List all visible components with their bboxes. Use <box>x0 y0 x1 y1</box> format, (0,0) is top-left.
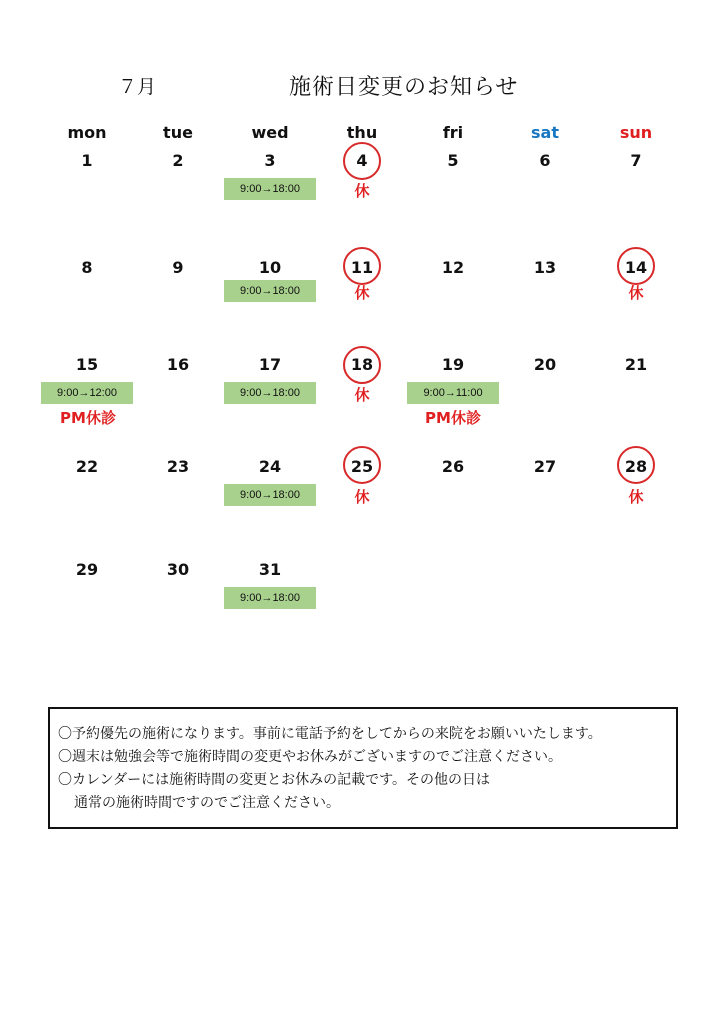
closed-label: 休 <box>354 284 370 302</box>
day-4: 4 <box>356 151 368 170</box>
day-15: 15 <box>75 355 99 374</box>
day-28: 28 <box>624 457 648 476</box>
hours-badge: 9:00→18:00 <box>224 484 316 506</box>
day-12: 12 <box>441 258 465 277</box>
note-line: 〇週末は勉強会等で施術時間の変更やお休みがございますのでご注意ください。 <box>58 749 562 765</box>
day-2: 2 <box>172 151 184 170</box>
pm-closed-label: PM休診 <box>60 409 116 427</box>
notes-box <box>48 707 678 829</box>
day-8: 8 <box>81 258 93 277</box>
day-6: 6 <box>539 151 551 170</box>
note-line: 通常の施術時間ですのでご注意ください。 <box>74 795 340 811</box>
day-29: 29 <box>75 560 99 579</box>
page-title: 施術日変更のお知らせ <box>289 75 519 100</box>
weekday-tue: tue <box>163 123 193 142</box>
closed-label: 休 <box>354 488 370 506</box>
day-7: 7 <box>630 151 642 170</box>
day-27: 27 <box>533 457 557 476</box>
hours-badge: 9:00→18:00 <box>224 587 316 609</box>
day-11: 11 <box>350 258 374 277</box>
day-24: 24 <box>258 457 282 476</box>
note-line: 〇予約優先の施術になります。事前に電話予約をしてからの来院をお願いいたします。 <box>58 726 602 742</box>
day-5: 5 <box>447 151 459 170</box>
closed-label: 休 <box>354 386 370 404</box>
day-9: 9 <box>172 258 184 277</box>
hours-badge: 9:00→18:00 <box>224 280 316 302</box>
day-14: 14 <box>624 258 648 277</box>
day-21: 21 <box>624 355 648 374</box>
day-18: 18 <box>350 355 374 374</box>
day-25: 25 <box>350 457 374 476</box>
day-3: 3 <box>264 151 276 170</box>
month-label: ７月 <box>118 76 157 98</box>
day-1: 1 <box>81 151 93 170</box>
day-31: 31 <box>258 560 282 579</box>
note-line: 〇カレンダーには施術時間の変更とお休みの記載です。その他の日は <box>58 772 490 788</box>
closed-label: 休 <box>628 284 644 302</box>
day-26: 26 <box>441 457 465 476</box>
closed-label: 休 <box>354 182 370 200</box>
day-30: 30 <box>166 560 190 579</box>
closed-label: 休 <box>628 488 644 506</box>
weekday-wed: wed <box>251 123 289 142</box>
day-19: 19 <box>441 355 465 374</box>
weekday-sun: sun <box>619 123 653 142</box>
weekday-sat: sat <box>531 123 559 142</box>
day-20: 20 <box>533 355 557 374</box>
day-13: 13 <box>533 258 557 277</box>
day-16: 16 <box>166 355 190 374</box>
hours-badge: 9:00→11:00 <box>407 382 499 404</box>
day-10: 10 <box>258 258 282 277</box>
weekday-mon: mon <box>67 123 107 142</box>
hours-badge: 9:00→12:00 <box>41 382 133 404</box>
hours-badge: 9:00→18:00 <box>224 178 316 200</box>
day-22: 22 <box>75 457 99 476</box>
pm-closed-label: PM休診 <box>425 409 481 427</box>
hours-badge: 9:00→18:00 <box>224 382 316 404</box>
day-17: 17 <box>258 355 282 374</box>
weekday-fri: fri <box>442 123 464 142</box>
day-23: 23 <box>166 457 190 476</box>
weekday-thu: thu <box>346 123 378 142</box>
